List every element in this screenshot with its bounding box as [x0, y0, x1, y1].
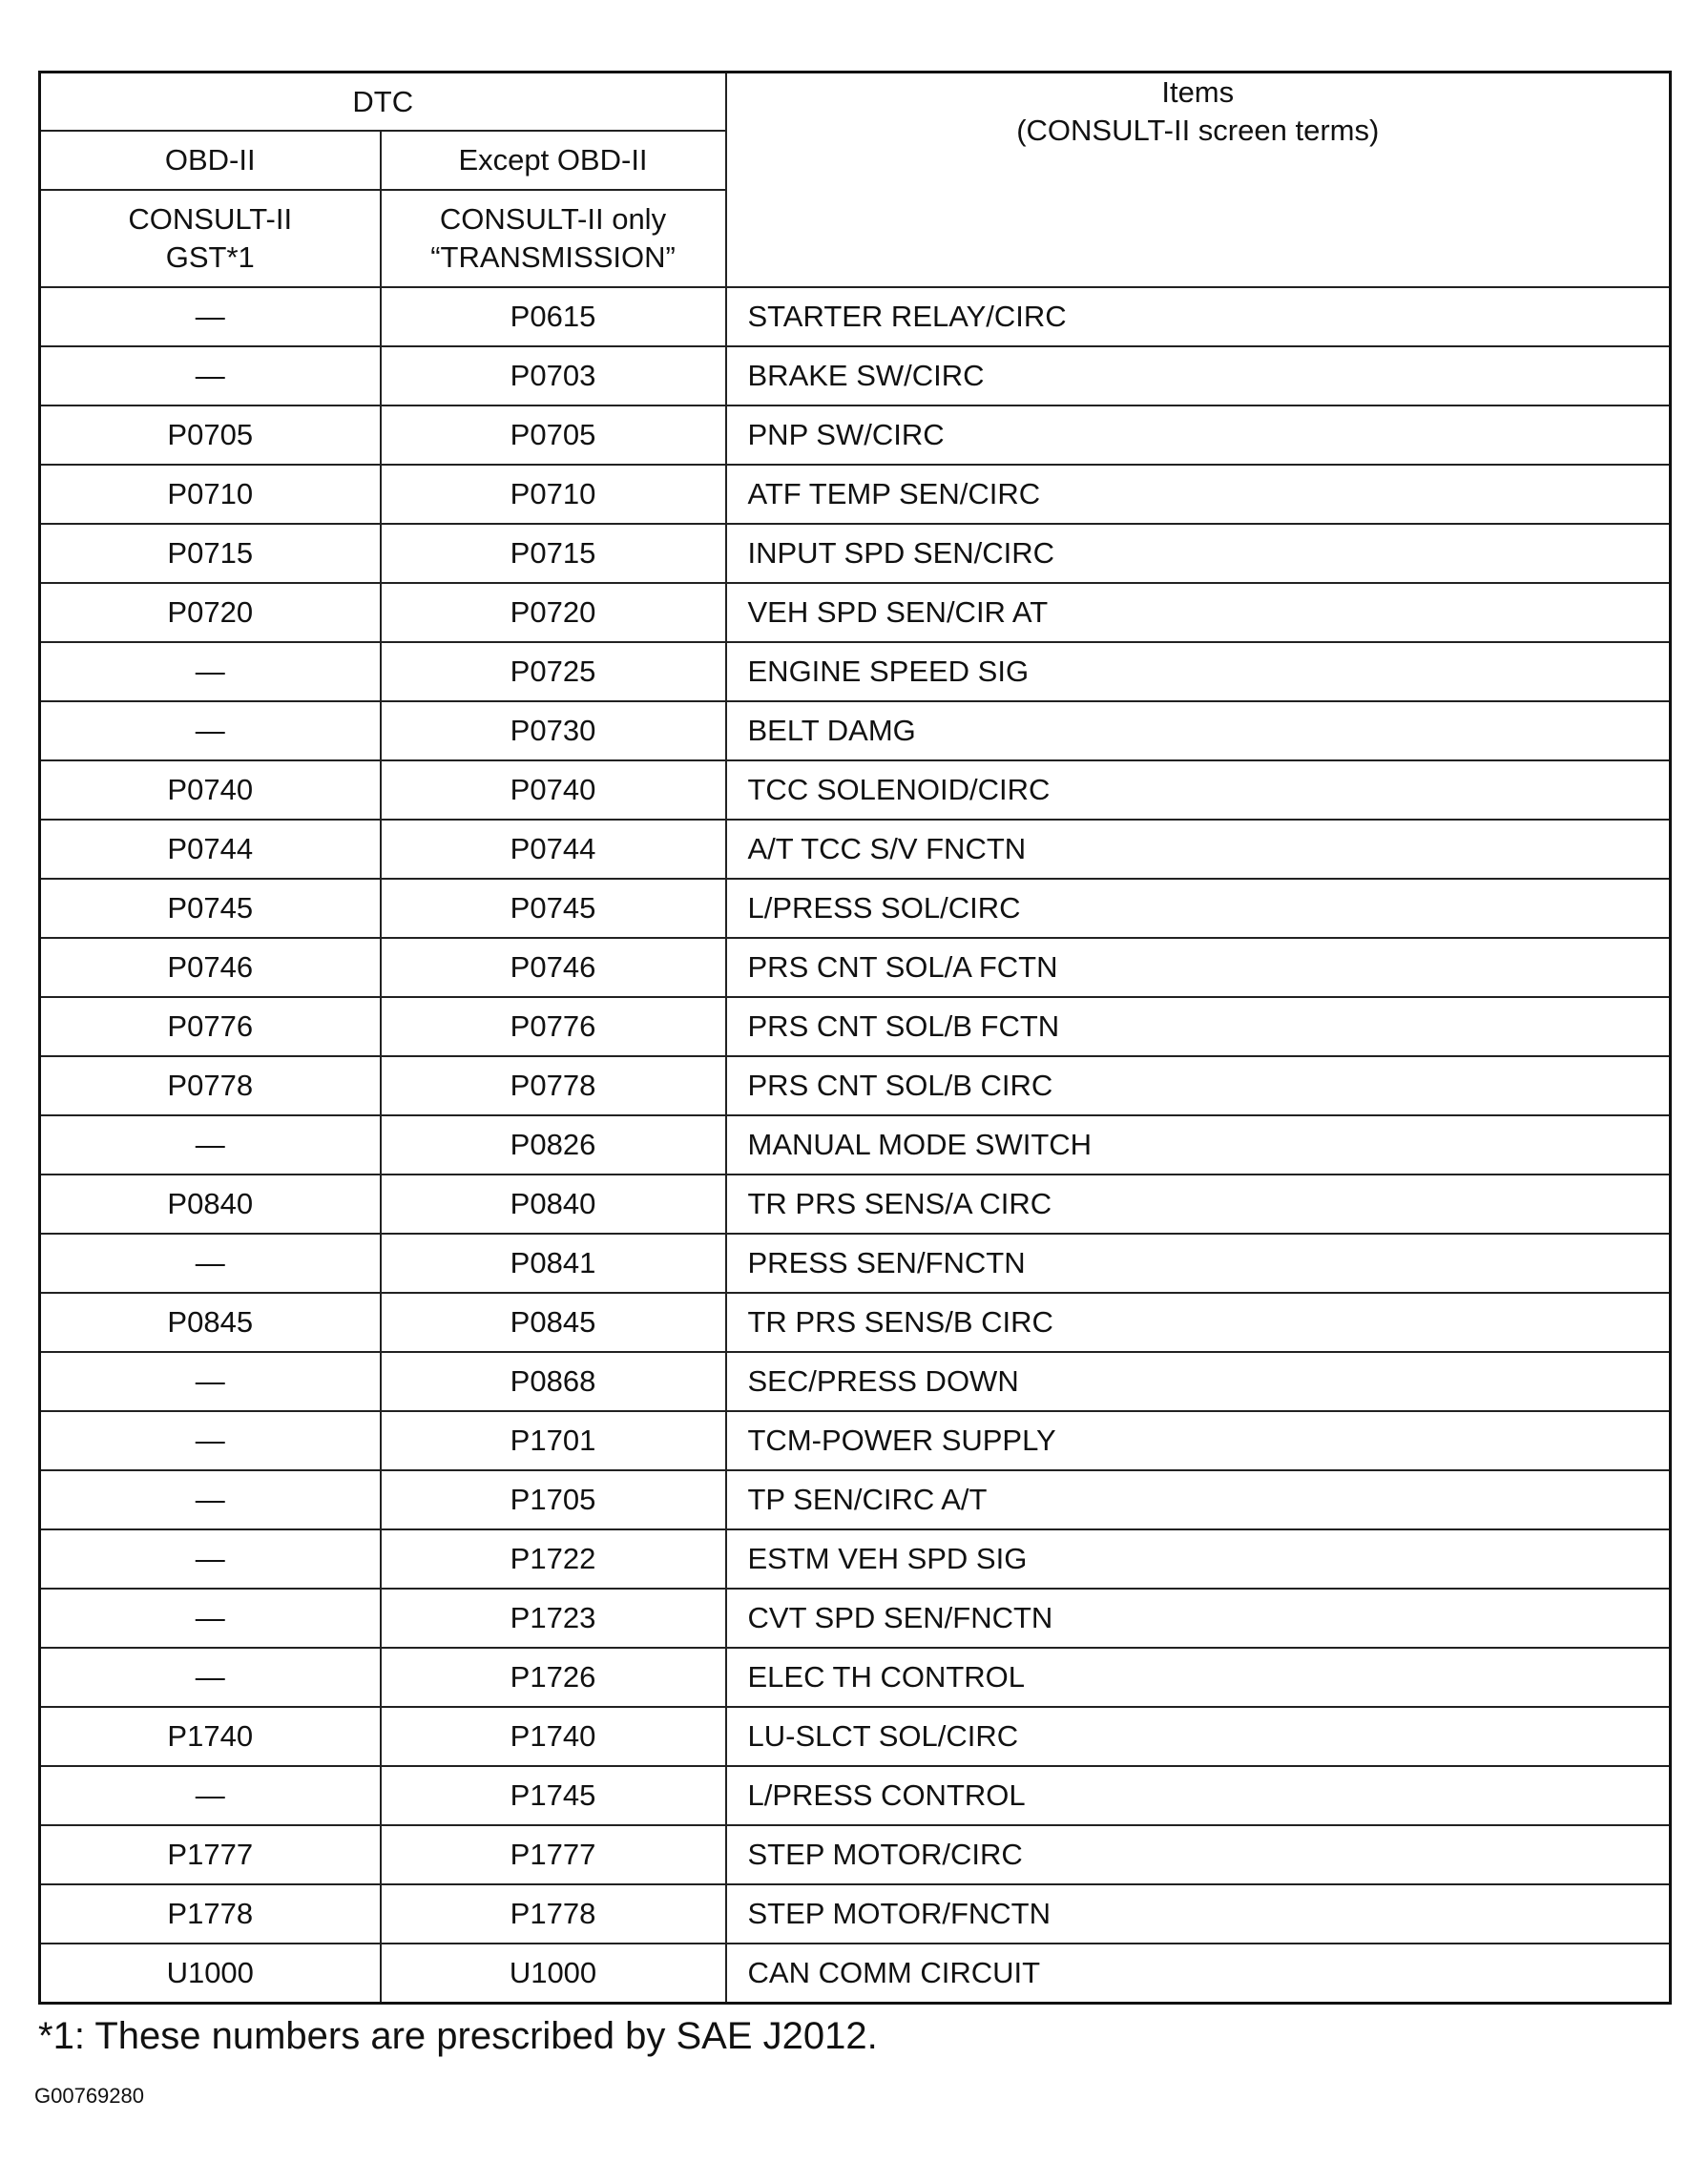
- table-body: [40, 287, 1671, 2004]
- item-cell: PRESS SEN/FNCTN: [726, 1234, 1671, 1293]
- obd-code-cell: P0776: [40, 997, 381, 1056]
- item-cell: A/T TCC S/V FNCTN: [726, 820, 1671, 879]
- except-code-cell: P0705: [381, 405, 726, 465]
- obd-code-cell: P0745: [40, 879, 381, 938]
- item-cell: ESTM VEH SPD SIG: [726, 1529, 1671, 1589]
- item-cell: ENGINE SPEED SIG: [726, 642, 1671, 701]
- header-consult-gst-line1: CONSULT-II: [128, 202, 293, 236]
- except-code-cell: P0745: [381, 879, 726, 938]
- obd-code-cell: —: [40, 1529, 381, 1589]
- except-code-cell: P0725: [381, 642, 726, 701]
- table-row: [40, 524, 1671, 583]
- obd-code-cell: —: [40, 1766, 381, 1825]
- except-code-cell: P1701: [381, 1411, 726, 1470]
- obd-code-cell: U1000: [40, 1944, 381, 2004]
- table-row: [40, 938, 1671, 997]
- dtc-table: [38, 71, 1672, 2005]
- except-code-cell: P0845: [381, 1293, 726, 1352]
- table-row: [40, 760, 1671, 820]
- item-cell: BELT DAMG: [726, 701, 1671, 760]
- header-consult-only-line1: CONSULT-II only: [439, 202, 667, 236]
- header-except-obd2: Except OBD-II: [381, 131, 726, 190]
- except-code-cell: P0730: [381, 701, 726, 760]
- table-row: [40, 465, 1671, 524]
- except-code-cell: P0826: [381, 1115, 726, 1175]
- table-row: [40, 583, 1671, 642]
- header-consult-gst-line2: GST*1: [165, 240, 255, 274]
- table-row: [40, 879, 1671, 938]
- item-cell: STEP MOTOR/FNCTN: [726, 1884, 1671, 1944]
- obd-code-cell: —: [40, 1648, 381, 1707]
- obd-code-cell: P1740: [40, 1707, 381, 1766]
- except-code-cell: P1777: [381, 1825, 726, 1884]
- header-consult-gst: [40, 190, 381, 287]
- header-consult-only-line2: “TRANSMISSION”: [430, 240, 676, 274]
- table-row: [40, 1470, 1671, 1529]
- item-cell: INPUT SPD SEN/CIRC: [726, 524, 1671, 583]
- table-row: [40, 1352, 1671, 1411]
- table-row: [40, 701, 1671, 760]
- except-code-cell: P1745: [381, 1766, 726, 1825]
- obd-code-cell: P0710: [40, 465, 381, 524]
- except-code-cell: P1740: [381, 1707, 726, 1766]
- table-row: [40, 1648, 1671, 1707]
- except-code-cell: P0841: [381, 1234, 726, 1293]
- figure-id: G00769280: [34, 2084, 144, 2108]
- table-header: [40, 73, 1671, 288]
- except-code-cell: P0868: [381, 1352, 726, 1411]
- table-row: [40, 1707, 1671, 1766]
- item-cell: PRS CNT SOL/A FCTN: [726, 938, 1671, 997]
- except-code-cell: P0740: [381, 760, 726, 820]
- item-cell: L/PRESS CONTROL: [726, 1766, 1671, 1825]
- obd-code-cell: P0740: [40, 760, 381, 820]
- except-code-cell: P0746: [381, 938, 726, 997]
- obd-code-cell: —: [40, 346, 381, 405]
- item-cell: PRS CNT SOL/B FCTN: [726, 997, 1671, 1056]
- except-code-cell: P0715: [381, 524, 726, 583]
- except-code-cell: P0840: [381, 1175, 726, 1234]
- table-row: [40, 346, 1671, 405]
- item-cell: SEC/PRESS DOWN: [726, 1352, 1671, 1411]
- except-code-cell: P1705: [381, 1470, 726, 1529]
- except-code-cell: P1722: [381, 1529, 726, 1589]
- item-cell: STARTER RELAY/CIRC: [726, 287, 1671, 346]
- obd-code-cell: P0746: [40, 938, 381, 997]
- except-code-cell: P0776: [381, 997, 726, 1056]
- obd-code-cell: —: [40, 1589, 381, 1648]
- obd-code-cell: P0840: [40, 1175, 381, 1234]
- item-cell: STEP MOTOR/CIRC: [726, 1825, 1671, 1884]
- item-cell: L/PRESS SOL/CIRC: [726, 879, 1671, 938]
- item-cell: CVT SPD SEN/FNCTN: [726, 1589, 1671, 1648]
- table-row: [40, 642, 1671, 701]
- except-code-cell: P1723: [381, 1589, 726, 1648]
- except-code-cell: P0615: [381, 287, 726, 346]
- obd-code-cell: P1777: [40, 1825, 381, 1884]
- obd-code-cell: —: [40, 1115, 381, 1175]
- item-cell: ATF TEMP SEN/CIRC: [726, 465, 1671, 524]
- table-row: [40, 287, 1671, 346]
- obd-code-cell: P0778: [40, 1056, 381, 1115]
- except-code-cell: P0703: [381, 346, 726, 405]
- item-cell: TCC SOLENOID/CIRC: [726, 760, 1671, 820]
- item-cell: TR PRS SENS/A CIRC: [726, 1175, 1671, 1234]
- except-code-cell: U1000: [381, 1944, 726, 2004]
- item-cell: TR PRS SENS/B CIRC: [726, 1293, 1671, 1352]
- table-row: [40, 1293, 1671, 1352]
- except-code-cell: P0744: [381, 820, 726, 879]
- item-cell: ELEC TH CONTROL: [726, 1648, 1671, 1707]
- table-row: [40, 1766, 1671, 1825]
- table-row: [40, 997, 1671, 1056]
- item-cell: TP SEN/CIRC A/T: [726, 1470, 1671, 1529]
- table-row: [40, 1175, 1671, 1234]
- footnote: *1: These numbers are prescribed by SAE J2012.: [38, 2015, 878, 2057]
- table-row: [40, 1589, 1671, 1648]
- item-cell: MANUAL MODE SWITCH: [726, 1115, 1671, 1175]
- item-cell: VEH SPD SEN/CIR AT: [726, 583, 1671, 642]
- obd-code-cell: P0715: [40, 524, 381, 583]
- obd-code-cell: —: [40, 1352, 381, 1411]
- header-consult-only: [381, 190, 726, 287]
- table-row: [40, 1234, 1671, 1293]
- except-code-cell: P0720: [381, 583, 726, 642]
- obd-code-cell: —: [40, 1234, 381, 1293]
- except-code-cell: P0778: [381, 1056, 726, 1115]
- except-code-cell: P1778: [381, 1884, 726, 1944]
- table-row: [40, 1411, 1671, 1470]
- obd-code-cell: P0720: [40, 583, 381, 642]
- item-cell: BRAKE SW/CIRC: [726, 346, 1671, 405]
- item-cell: PRS CNT SOL/B CIRC: [726, 1056, 1671, 1115]
- obd-code-cell: —: [40, 1411, 381, 1470]
- table-row: [40, 1825, 1671, 1884]
- table-row: [40, 405, 1671, 465]
- table-row: [40, 1056, 1671, 1115]
- obd-code-cell: P1778: [40, 1884, 381, 1944]
- except-code-cell: P0710: [381, 465, 726, 524]
- item-cell: PNP SW/CIRC: [726, 405, 1671, 465]
- header-dtc: DTC: [40, 73, 726, 132]
- obd-code-cell: P0845: [40, 1293, 381, 1352]
- header-items: [726, 73, 1671, 288]
- obd-code-cell: —: [40, 642, 381, 701]
- item-cell: CAN COMM CIRCUIT: [726, 1944, 1671, 2004]
- table-row: [40, 1115, 1671, 1175]
- table-row: [40, 1884, 1671, 1944]
- obd-code-cell: —: [40, 701, 381, 760]
- table-row: [40, 1529, 1671, 1589]
- table-row: [40, 1944, 1671, 2004]
- item-cell: TCM-POWER SUPPLY: [726, 1411, 1671, 1470]
- obd-code-cell: P0705: [40, 405, 381, 465]
- header-items-title: Items: [1161, 75, 1235, 109]
- obd-code-cell: P0744: [40, 820, 381, 879]
- header-items-subtitle: (CONSULT-II screen terms): [1016, 114, 1380, 147]
- obd-code-cell: —: [40, 287, 381, 346]
- item-cell: LU-SLCT SOL/CIRC: [726, 1707, 1671, 1766]
- obd-code-cell: —: [40, 1470, 381, 1529]
- table-row: [40, 820, 1671, 879]
- except-code-cell: P1726: [381, 1648, 726, 1707]
- header-obd2: OBD-II: [40, 131, 381, 190]
